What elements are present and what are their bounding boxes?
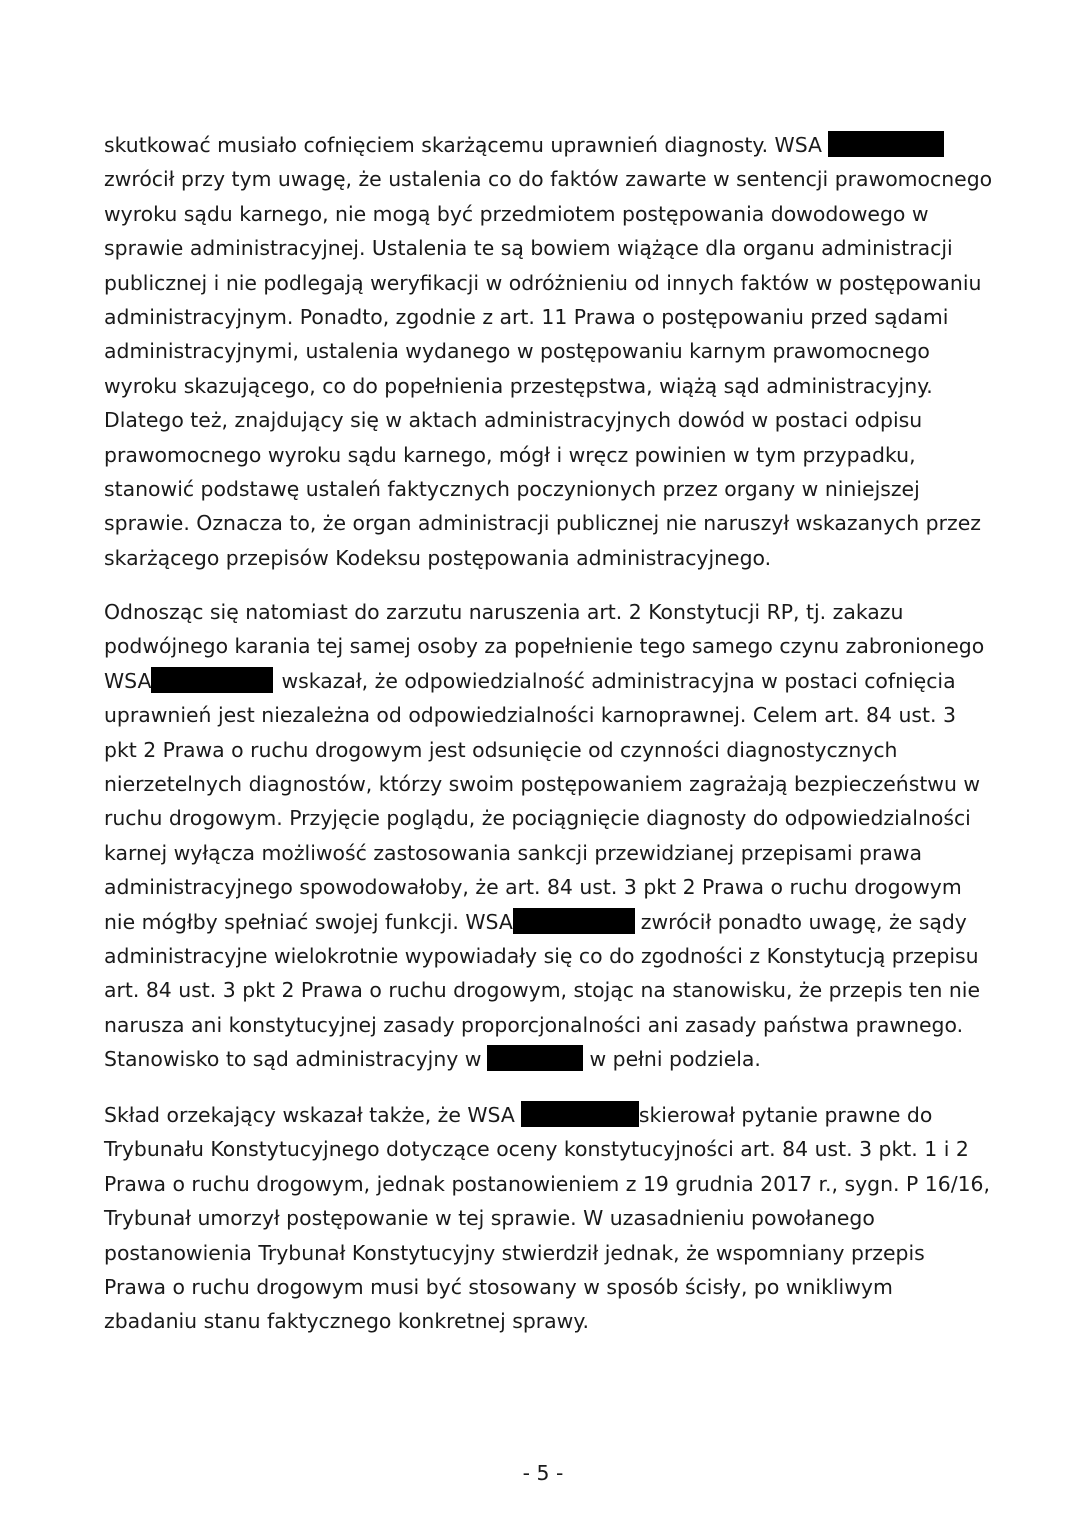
- text-segment: skierował pytanie prawne do: [638, 1103, 933, 1127]
- text-line: [104, 905, 994, 939]
- text-segment: Stanowisko to sąd administracyjny w: [104, 1047, 482, 1072]
- text-line: stanowić podstawę ustaleń faktycznych poczynionych przez organy w niniejszej: [104, 476, 920, 501]
- paragraph-1: [104, 128, 994, 575]
- redaction-block: [828, 131, 944, 157]
- text-line: zbadaniu stanu faktycznego konkretnej sprawy.: [104, 1309, 589, 1334]
- text-line: prawomocnego wyroku sądu karnego, mógł i wręcz powinien w tym przypadku,: [104, 442, 916, 467]
- redaction-block: [521, 1101, 639, 1127]
- text-line: Prawa o ruchu drogowym, jednak postanowieniem z 19 grudnia 2017 r., sygn. P 16/16,: [104, 1171, 991, 1196]
- text-line: uprawnień jest niezależna od odpowiedzialności karnoprawnej. Celem art. 84 ust. 3: [104, 703, 956, 728]
- text-line: publicznej i nie podlegają weryfikacji w odróżnieniu od innych faktów w postępowaniu: [104, 270, 982, 295]
- text-line: administracyjnego spowodowałoby, że art. 84 ust. 3 pkt 2 Prawa o ruchu drogowym: [104, 875, 962, 900]
- text-segment: wskazał, że odpowiedzialność administracyjna w postaci cofnięcia: [281, 668, 956, 693]
- text-line: ruchu drogowym. Przyjęcie poglądu, że pociągnięcie diagnosty do odpowiedzialności: [104, 806, 971, 831]
- text-line: sprawie administracyjnej. Ustalenia te są bowiem wiążące dla organu administracji: [104, 236, 953, 261]
- text-line: pkt 2 Prawa o ruchu drogowym jest odsunięcie od czynności diagnostycznych: [104, 737, 898, 762]
- text-segment: WSA: [104, 668, 152, 693]
- text-line: wyroku skazującego, co do popełnienia przestępstwa, wiążą sąd administracyjny.: [104, 373, 933, 398]
- text-line: sprawie. Oznacza to, że organ administracji publicznej nie naruszył wskazanych przez: [104, 511, 981, 536]
- text-line: administracyjnymi, ustalenia wydanego w postępowaniu karnym prawomocnego: [104, 339, 930, 364]
- text-line: narusza ani konstytucyjnej zasady proporcjonalności ani zasady państwa prawnego.: [104, 1012, 964, 1037]
- text-line: Prawa o ruchu drogowym musi być stosowany w sposób ścisły, po wnikliwym: [104, 1274, 893, 1299]
- text-line: [104, 1042, 994, 1076]
- text-line: wyroku sądu karnego, nie mogą być przedmiotem postępowania dowodowego w: [104, 201, 929, 226]
- text-line: Odnosząc się natomiast do zarzutu naruszenia art. 2 Konstytucji RP, tj. zakazu: [104, 600, 904, 624]
- text-line: Dlatego też, znajdujący się w aktach administracyjnych dowód w postaci odpisu: [104, 408, 923, 433]
- text-line: postanowienia Trybunał Konstytucyjny stwierdził jednak, że wspomniany przepis: [104, 1240, 925, 1265]
- text-line: nierzetelnych diagnostów, którzy swoim postępowaniem zagrażają bezpieczeństwu w: [104, 771, 981, 796]
- text-line: [104, 128, 994, 162]
- text-line: art. 84 ust. 3 pkt 2 Prawa o ruchu drogowym, stojąc na stanowisku, że przepis ten nie: [104, 978, 981, 1003]
- text-segment: skutkować musiało cofnięciem skarżącemu uprawnień diagnosty. WSA: [104, 133, 822, 157]
- text-segment: zwrócił ponadto uwagę, że sądy: [640, 909, 967, 934]
- text-line: zwrócił przy tym uwagę, że ustalenia co do faktów zawarte w sentencji prawomocnego: [104, 167, 993, 192]
- text-line: podwójnego karania tej samej osoby za popełnienie tego samego czynu zabronionego: [104, 634, 985, 659]
- text-segment: w pełni podziela.: [589, 1047, 761, 1072]
- text-line: skarżącego przepisów Kodeksu postępowania administracyjnego.: [104, 545, 772, 570]
- text-line: [104, 1098, 994, 1132]
- page-number: - 5 -: [522, 1461, 564, 1485]
- text-segment: nie mógłby spełniać swojej funkcji. WSA: [104, 909, 513, 934]
- paragraph-2: [104, 595, 994, 1076]
- text-line: [104, 664, 994, 698]
- text-line: administracyjne wielokrotnie wypowiadały się co do zgodności z Konstytucją przepisu: [104, 943, 979, 968]
- redaction-block: [487, 1045, 583, 1071]
- text-segment: Skład orzekający wskazał także, że WSA: [104, 1103, 515, 1127]
- redaction-block: [151, 667, 273, 693]
- redaction-block: [513, 908, 635, 934]
- text-line: administracyjnym. Ponadto, zgodnie z art. 11 Prawa o postępowaniu przed sądami: [104, 304, 949, 329]
- text-line: karnej wyłącza możliwość zastosowania sankcji przewidzianej przepisami prawa: [104, 840, 922, 865]
- text-line: Trybunał umorzył postępowanie w tej sprawie. W uzasadnieniu powołanego: [104, 1206, 875, 1231]
- paragraph-3: [104, 1098, 994, 1339]
- text-line: Trybunału Konstytucyjnego dotyczące oceny konstytucyjności art. 84 ust. 3 pkt. 1 i 2: [104, 1137, 969, 1162]
